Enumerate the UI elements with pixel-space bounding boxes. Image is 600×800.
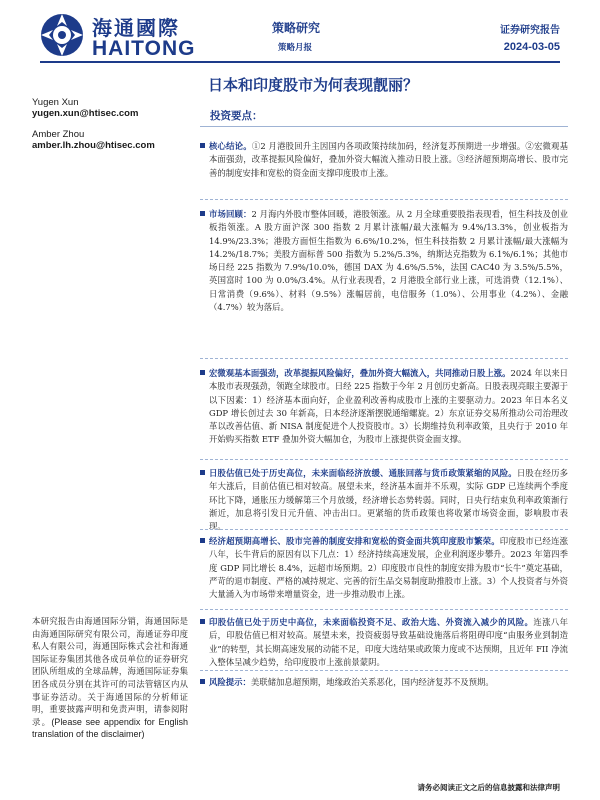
bullet-icon	[200, 211, 205, 216]
point-lead: 经济超预期高增长、股市完善的制度安排和宽松的资金面共筑印度股市繁荣。	[209, 536, 500, 546]
key-points-header	[200, 103, 568, 127]
report-category: 策略研究	[272, 21, 321, 35]
point-lead: 宏微观基本面强劲，改革提振风险偏好，叠加外资大幅流入，共同推动日股上涨。	[209, 368, 511, 378]
point-lead: 市场回顾：	[209, 209, 252, 219]
disclaimer-en: (Please see appendix for English translation of the disclaimer)	[32, 716, 188, 740]
author-email[interactable]: yugen.xun@htisec.com	[32, 108, 139, 119]
point-body: 印度股市已经连涨八年，长牛背后的原因有以下几点：1）经济持续高速发展，企业利润逐步攀升。2023 年第四季度 GDP 同比增长 8.4%，远超市场预期。2）印度股市良性的制度安排为股市“长牛”奠定基础，严苛的退市制度、严格的减持规定、完善的衍生品交易制度助推股市上涨。3）个人投资者与外资大量涌入为市场带来增量资金，进一步推动股市上涨。	[209, 536, 569, 600]
section-divider	[200, 358, 568, 359]
report-subcategory: 策略月报	[278, 43, 313, 53]
key-point	[200, 208, 568, 314]
bullet-icon	[200, 143, 205, 148]
point-body: 2 月海内外股市整体回暖，港股领涨。从 2 月全球重要股指表现看，恒生科技及创业板指领涨。A 股方面沪深 300 指数 2 月累计涨幅/最大涨幅为 9.4%/13.3%，创业板指为 14.9%/23.3%；港股方面恒生指数为 6.6%/10.2%，恒生科技指数 2 月累计涨幅/最大涨幅为 14.2%/18.7%；美股方面标普 500 指数为 5.2%/5.3%，纳斯达克指数为 6.1%/6.1%；其他市场日经 225 指数为 7.9%/10.0%，德国 DAX 为 4.6%/5.5%，法国 CAC40 为 3.5%/5.5%，英国富时 100 为 0.0%/3.4%。从行业表现看，2 月港股全部行业上涨，可选消费（12.1%）、日常消费（9.6%）、材料（9.5%）涨幅居前，电信服务（1.0%）、公用事业（4.2%）、金融（4.7%）较为落后。	[209, 209, 568, 313]
point-body: ①2 月港股回升主因国内各项政策持续加码，经济复苏预期进一步增强。②宏微观基本面强劲，改革提振风险偏好，叠加外资大幅流入推动日股上涨。③经济超预期高增长、股市完善的制度安排和宽松的资金面支撑印度股市上涨。	[209, 141, 568, 178]
disclaimer-cn: 本研究报告由海通国际分销，海通国际是由海通国际研究有限公司，海通证券印度私人有限公司，海通国际株式会社和海通国际证券集团其他各成员单位的证券研究团队所组成的全球品牌，海通国际证券集团各成员分别在其许可的司法管辖区内从事证券活动。关于海通国际的分析师证明，重要披露声明和免责声明，请参阅附录。	[32, 616, 188, 727]
section-divider	[200, 459, 568, 460]
key-point	[200, 140, 568, 180]
page-title: 日本和印度股市为何表现靓丽？	[208, 76, 419, 94]
key-point	[200, 676, 568, 689]
section-divider	[200, 199, 568, 200]
point-lead: 日股估值已处于历史高位，未来面临经济放缓、通胀回落与货币政策紧缩的风险。	[209, 468, 517, 478]
bullet-icon	[200, 679, 205, 684]
section-divider	[200, 609, 568, 610]
key-point	[200, 535, 568, 601]
point-lead: 风险提示：	[209, 677, 251, 687]
logo-english: HAITONG	[92, 37, 196, 60]
bullet-icon	[200, 538, 205, 543]
disclaimer	[32, 615, 188, 741]
section-divider	[200, 670, 568, 671]
bullet-icon	[200, 370, 205, 375]
bullet-icon	[200, 470, 205, 475]
author-name: Amber Zhou	[32, 129, 85, 140]
section-divider	[200, 529, 568, 530]
key-point	[200, 367, 568, 447]
point-body: 美联储加息超预期，地缘政治关系恶化，国内经济复苏不及预期。	[250, 677, 494, 687]
key-point	[200, 616, 568, 669]
footer-notice: 请务必阅读正文之后的信息披露和法律声明	[417, 783, 560, 792]
author-name: Yugen Xun	[32, 97, 79, 108]
point-lead: 印股估值已处于历史中高位，未来面临投资不足、政治大选、外资流入减少的风险。	[209, 617, 534, 627]
report-date: 2024-03-05	[503, 41, 560, 53]
key-points-title: 投资要点：	[210, 110, 263, 122]
author-block	[32, 129, 155, 151]
report-type: 证券研究报告	[500, 25, 560, 36]
key-point	[200, 467, 568, 533]
author-email[interactable]: amber.lh.zhou@htisec.com	[32, 140, 155, 151]
point-body: 日股在经历多年大涨后，目前估值已相对较高。展望未来，经济基本面并不乐观，实际 GDP 已连续两个季度环比下降，通胀压力缓解第三个月放缓，经济增长态势转弱。同时，日央行结束负利率政策渐行渐近，加息将引发日元升值、冲击出口。更紧缩的货币政策也将收紧市场资金面，影响股市表现。	[209, 468, 569, 532]
point-body: 连涨八年后，印股估值已相对较高。展望未来，投资疲弱导致基础设施落后将阻碍印度“由服务业到制造业”的转型，其长期高速发展的动能不足，印度大选结果或政策力度或不达预期，且近年 FII 净流入整体呈减少趋势，给印度股市上涨前景蒙阴。	[209, 617, 568, 667]
haitong-logo-icon	[40, 13, 84, 57]
point-body: 2024 年以来日本股市表现强劲，领跑全球股市。日经 225 指数于今年 2 月创历史新高。日股表现亮眼主要源于以下因素：1）经济基本面向好，企业盈利改善构成股市上涨的主要驱动力。2023 年日本名义 GDP 增长创过去 30 年新高，日本经济逐渐摆脱通缩螺旋。2）东京证券交易所推动公司治理改革以改善估值、新 NISA 制度促进个人投资股市。3）长期维持负利率政策，且央行于 2010 年开始购买指数 ETF 叠加外资大幅加仓，为股市上涨提供资金面支撑。	[209, 368, 568, 445]
point-lead: 核心结论。	[209, 141, 252, 151]
bullet-icon	[200, 619, 205, 624]
author-block	[32, 97, 138, 119]
header-divider	[40, 61, 560, 63]
logo-chinese: 海通國際	[92, 16, 180, 40]
